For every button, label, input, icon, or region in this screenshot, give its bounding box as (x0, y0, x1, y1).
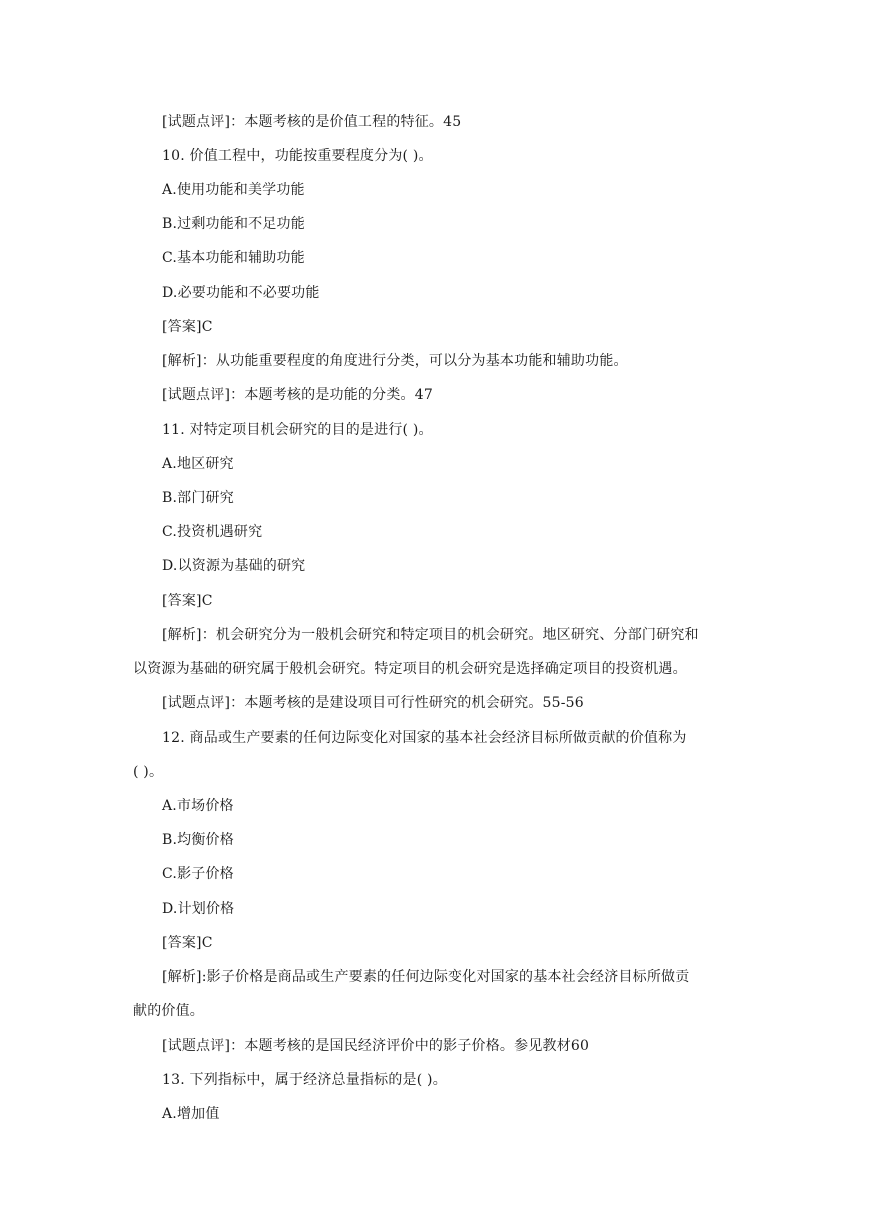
analysis-line-cont: 献的价值。 (133, 1003, 204, 1019)
analysis-line: [解析]：从功能重要程度的角度进行分类，可以分为基本功能和辅助功能。 (162, 353, 628, 369)
question-12-cont: ( )。 (133, 764, 164, 780)
comment-line: [试题点评]：本题考核的是价值工程的特征。45 (162, 114, 462, 130)
answer-line: [答案]C (162, 319, 213, 335)
comment-line: [试题点评]：本题考核的是功能的分类。47 (162, 387, 433, 403)
analysis-line-cont: 以资源为基础的研究属于般机会研究。特定项目的机会研究是选择确定项目的投资机遇。 (133, 661, 687, 677)
comment-line: [试题点评]：本题考核的是建设项目可行性研究的机会研究。55-56 (162, 695, 584, 711)
option-a: A.使用功能和美学功能 (162, 182, 305, 198)
option-d: D.必要功能和不必要功能 (162, 285, 320, 301)
analysis-line: [解析]:影子价格是商品或生产要素的任何边际变化对国家的基本社会经济目标所做贡 (162, 969, 690, 985)
option-b: B.过剩功能和不足功能 (162, 216, 305, 232)
question-12: 12. 商品或生产要素的任何边际变化对国家的基本社会经济目标所做贡献的价值称为 (162, 730, 687, 746)
analysis-line: [解析]：机会研究分为一般机会研究和特定项目的机会研究。地区研究、分部门研究和 (162, 627, 699, 643)
option-d: D.计划价格 (162, 901, 235, 917)
option-a: A.市场价格 (162, 798, 234, 814)
option-a: A.地区研究 (162, 456, 234, 472)
option-c: C.基本功能和辅助功能 (162, 250, 305, 266)
option-b: B.均衡价格 (162, 832, 234, 848)
option-a: A.增加值 (162, 1106, 220, 1122)
answer-line: [答案]C (162, 935, 213, 951)
question-10: 10. 价值工程中，功能按重要程度分为( )。 (162, 148, 433, 164)
option-d: D.以资源为基础的研究 (162, 558, 306, 574)
question-11: 11. 对特定项目机会研究的目的是进行( )。 (162, 422, 433, 438)
option-c: C.投资机遇研究 (162, 524, 263, 540)
answer-line: [答案]C (162, 593, 213, 609)
comment-line: [试题点评]：本题考核的是国民经济评价中的影子价格。参见教材60 (162, 1038, 590, 1054)
option-c: C.影子价格 (162, 866, 234, 882)
option-b: B.部门研究 (162, 490, 234, 506)
question-13: 13. 下列指标中，属于经济总量指标的是( )。 (162, 1072, 447, 1088)
